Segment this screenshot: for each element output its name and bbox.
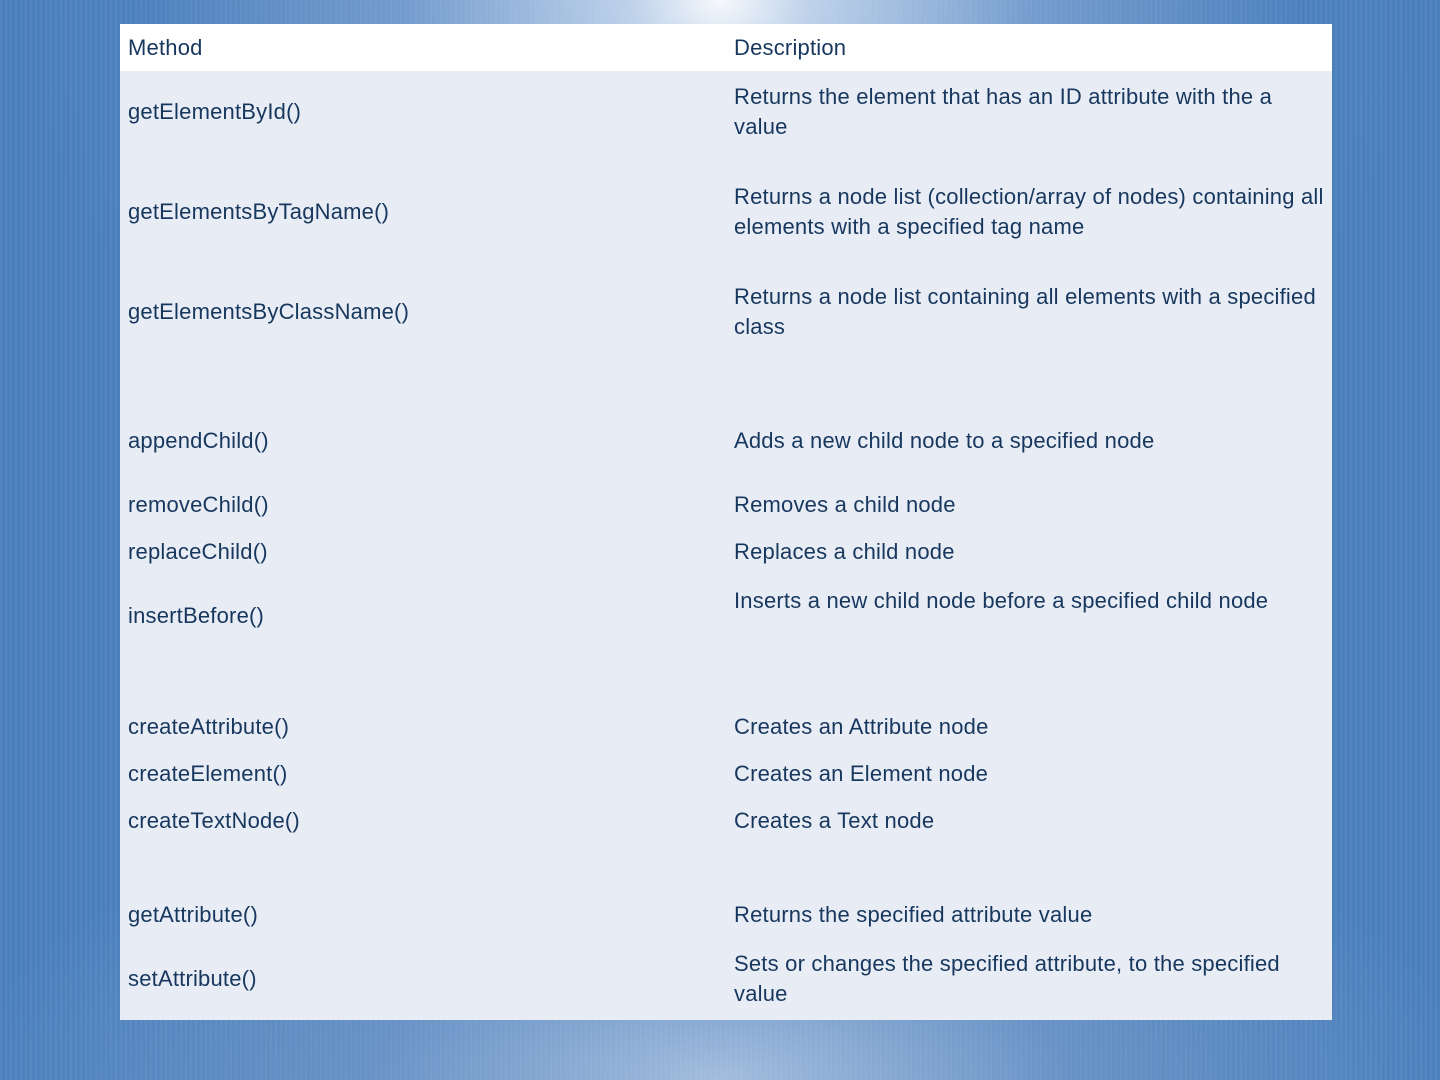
description-cell-replacechild: Replaces a child node xyxy=(734,539,955,564)
description-cell-appendchild: Adds a new child node to a specified node xyxy=(734,428,1155,453)
description-cell-removechild: Removes a child node xyxy=(734,492,956,517)
method-cell-replacechild: replaceChild() xyxy=(128,539,268,564)
description-cell-createelement: Creates an Element node xyxy=(734,761,989,786)
method-cell-createattribute: createAttribute() xyxy=(128,714,290,739)
header-description: Description xyxy=(734,35,847,60)
method-cell-getattribute: getAttribute() xyxy=(128,902,258,927)
description-cell-insertbefore: Inserts a new child node before a specified child node xyxy=(734,588,1269,613)
description-cell-getelementbyid: Returns the element that has an ID attribute with the a value xyxy=(734,84,1273,139)
method-cell-getelementbyid: getElementById() xyxy=(128,99,302,124)
method-cell-getelementsbyclassname: getElementsByClassName() xyxy=(128,299,410,324)
method-cell-appendchild: appendChild() xyxy=(128,428,269,453)
description-cell-getattribute: Returns the specified attribute value xyxy=(734,902,1093,927)
header-method: Method xyxy=(128,35,203,60)
method-cell-createtextnode: createTextNode() xyxy=(128,808,300,833)
method-cell-createelement: createElement() xyxy=(128,761,288,786)
method-cell-insertbefore: insertBefore() xyxy=(128,603,265,628)
description-cell-createattribute: Creates an Attribute node xyxy=(734,714,989,739)
method-cell-removechild: removeChild() xyxy=(128,492,269,517)
methods-table xyxy=(120,24,1332,1020)
description-cell-getelementsbytagname: Returns a node list (collection/array of nodes) containing all elements with a specified tag name xyxy=(734,184,1324,239)
description-cell-createtextnode: Creates a Text node xyxy=(734,808,935,833)
description-cell-getelementsbyclassname: Returns a node list containing all elements with a specified class xyxy=(734,284,1316,339)
description-cell-setattribute: Sets or changes the specified attribute, to the specified value xyxy=(734,951,1280,1006)
method-cell-setattribute: setAttribute() xyxy=(128,966,257,991)
method-cell-getelementsbytagname: getElementsByTagName() xyxy=(128,199,390,224)
